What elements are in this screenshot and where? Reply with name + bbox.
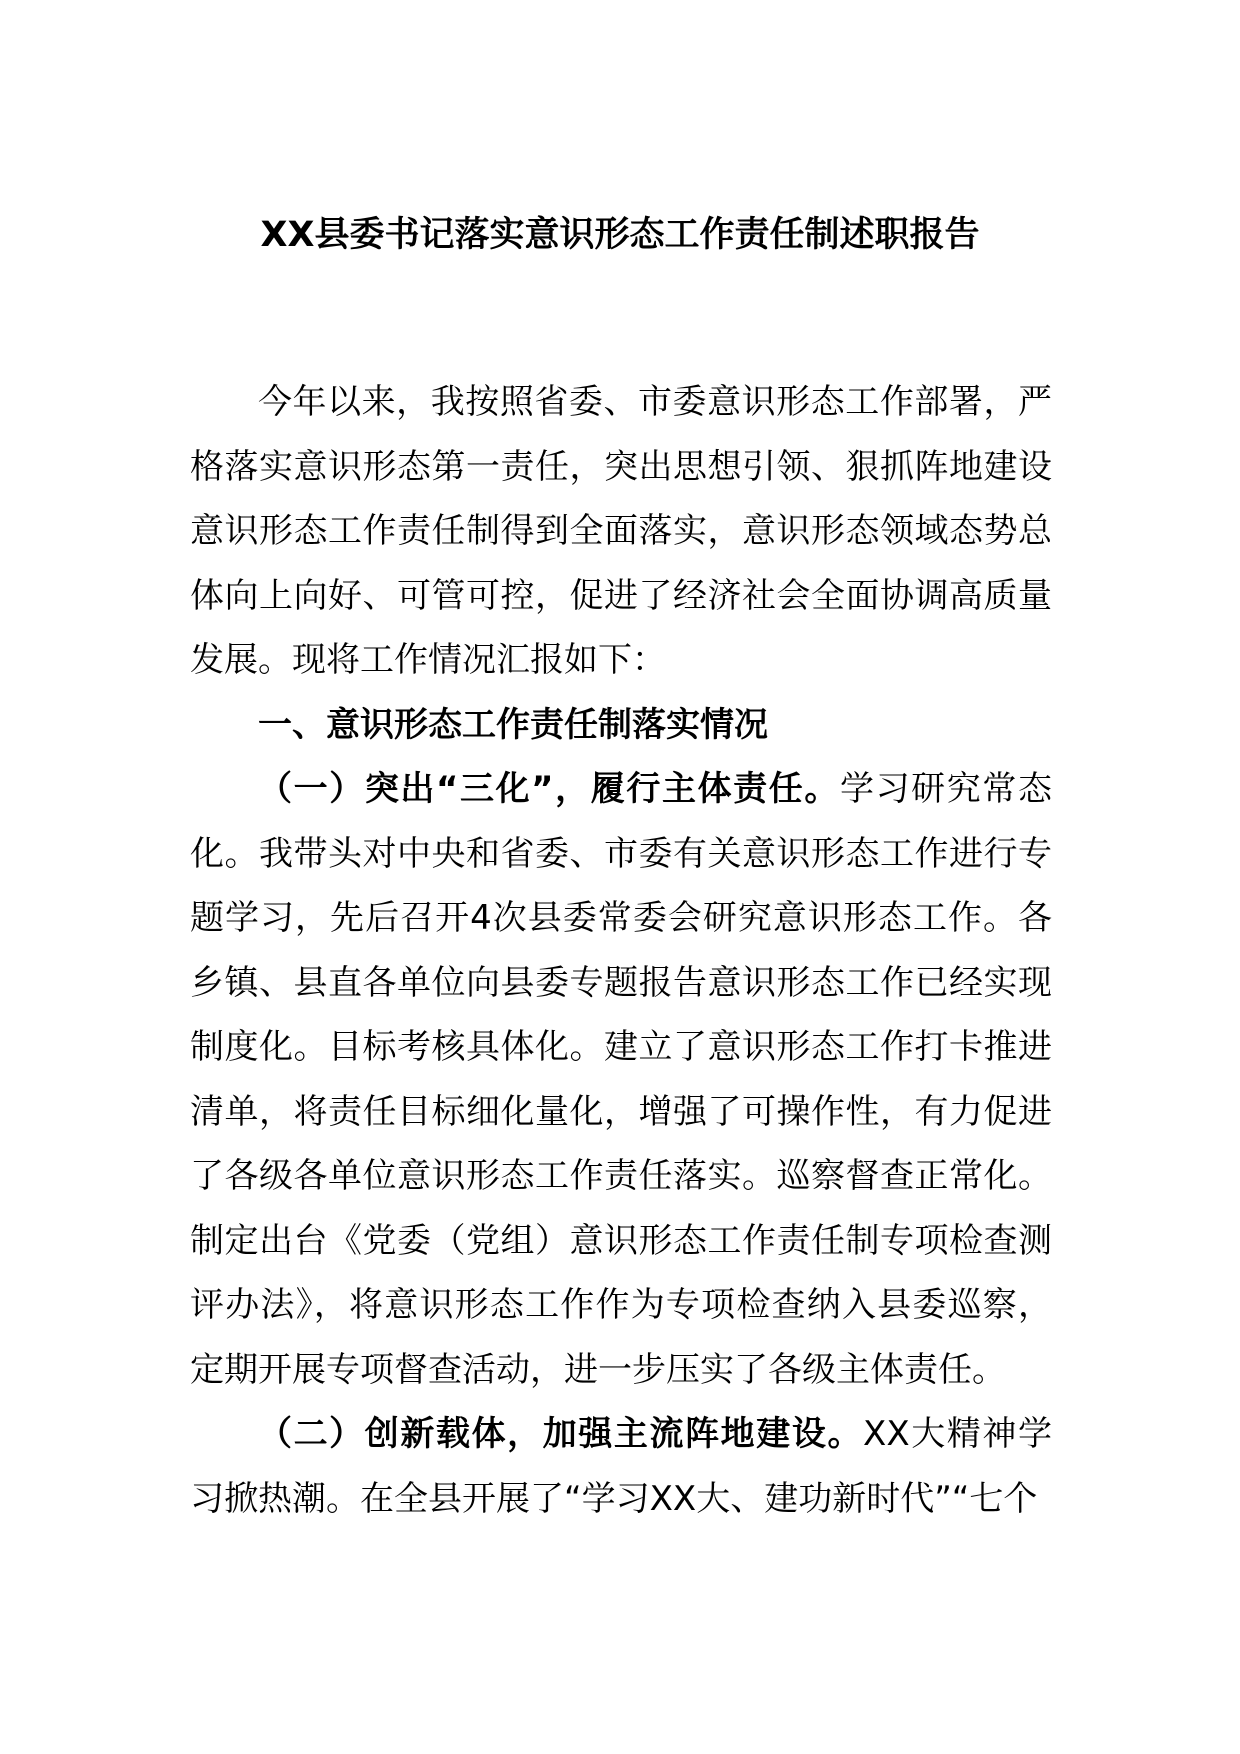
item-1-paragraph bbox=[190, 757, 1052, 1402]
document-body bbox=[190, 370, 1052, 1531]
section-heading: 一、意识形态工作责任制落实情况 bbox=[258, 704, 768, 745]
item-2-lead: （二）创新载体，加强主流阵地建设。 bbox=[258, 1414, 864, 1454]
item-2-paragraph bbox=[190, 1402, 1052, 1531]
item-1-text: 学习研究常态化。我带头对中央和省委、市委有关意识形态工作进行专题学习，先后召开4次县委常委会研究意识形态工作。各乡镇、县直各单位向县委专题报告意识形态工作已经实现制度化。目标考核具体化。建立了意识形态工作打卡推进清单，将责任目标细化量化，增强了可操作性，有力促进了各级各单位意识形态工作责任落实。巡察督查正常化。制定出台《党委（党组）意识形态工作责任制专项检查测评办法》，将意识形态工作作为专项检查纳入县委巡察，定期开展专项督查活动，进一步压实了各级主体责任。 bbox=[190, 769, 1052, 1390]
document-title: XX县委书记落实意识形态工作责任制述职报告 bbox=[260, 215, 980, 255]
intro-paragraph: 今年以来，我按照省委、市委意识形态工作部署，严格落实意识形态第一责任，突出思想引领、狠抓阵地建设意识形态工作责任制得到全面落实，意识形态领域态势总体向上向好、可管可控，促进了经济社会全面协调高质量发展。现将工作情况汇报如下： bbox=[190, 382, 1052, 680]
item-1-lead: （一）突出“三化”，履行主体责任。 bbox=[258, 769, 840, 809]
item-2-text: XX大精神学习掀热潮。在全县开展了“学习XX大、建功新时代”“七个 bbox=[190, 1414, 1052, 1519]
